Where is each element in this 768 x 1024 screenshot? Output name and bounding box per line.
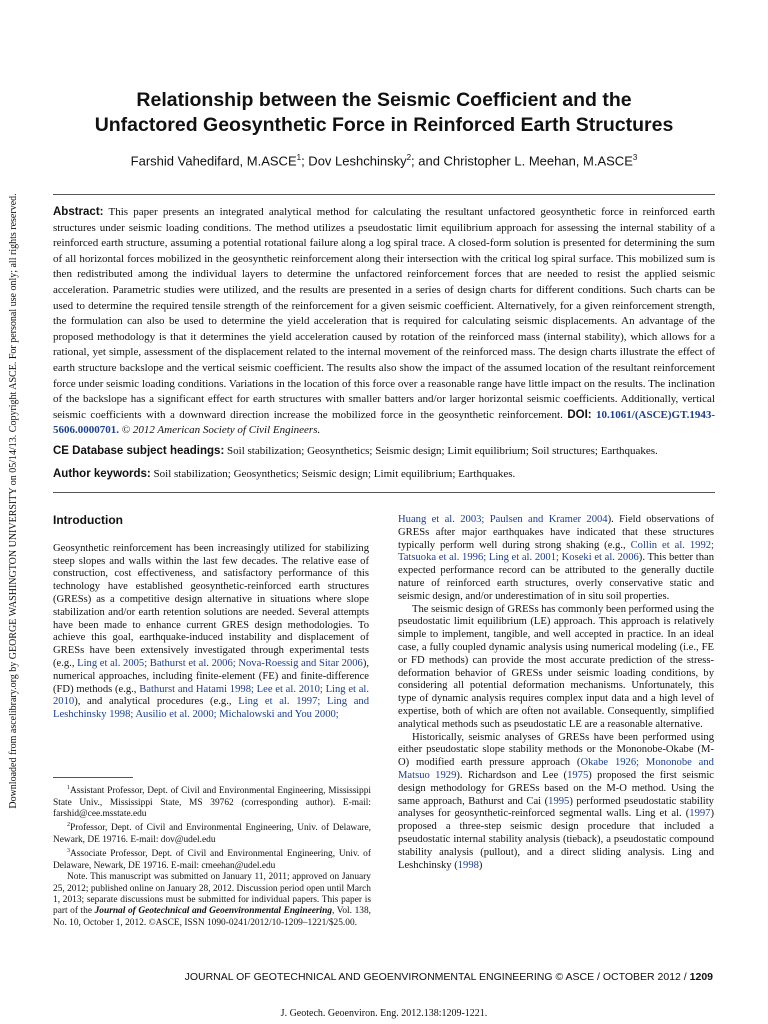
author-list — [60, 150, 708, 169]
left-column — [53, 514, 369, 722]
download-notice: Downloaded from ascelibrary.org by GEORGE WASHINGTON UNIVERSITY on 05/14/13. Copyright ASCE. For personal use only; all rights reserved. — [8, 193, 19, 809]
title-line-1: Relationship between the Seismic Coefficient and the — [136, 89, 632, 111]
ce-subject-headings — [53, 444, 715, 459]
author-keywords-label: Author keywords: — [53, 468, 151, 480]
author-2-affil: 2 — [406, 153, 412, 162]
right-text-3e: ) proposed a three-step seismic design procedure that included a pseudostatic internal stability analysis (tieback), a pseudostatic compound stability analysis (pullout), and a direct sliding analysis. Ling and Leshchinsky ( — [398, 808, 714, 871]
right-text-3c: ) proposed the first seismic design methodology for GRESs based on the M-O method. Using the same approach, Bathurst and Cai ( — [398, 769, 714, 807]
note-text-a: Note. This manuscript was submitted on January 11, 2011; approved on January 25, 2012; published online on January 28, 2012. Discussion period open until March 1, 2013; separate discussions must be submitted for individual papers. This paper is part of the — [53, 872, 371, 917]
footnote-rule — [53, 777, 133, 778]
citation-link[interactable]: 1975 — [567, 769, 589, 781]
author-keywords-text: Soil stabilization; Geosynthetics; Seismic design; Limit equilibrium; Earthquakes. — [153, 468, 516, 480]
footnote-2-number: 2 — [67, 822, 70, 829]
note-text-b: , Vol. 138, No. 10, October 1, 2012. ©ASCE, ISSN 1090-0241/2012/10-1209–1221/$25.00. — [53, 906, 371, 928]
doi-link[interactable]: 10.1061/(ASCE)GT.1943-5606.0000701. — [53, 408, 716, 437]
submission-note — [53, 872, 371, 929]
doi-label: DOI: — [567, 408, 592, 421]
author-3: ; and Christopher L. Meehan, M.ASCE — [411, 153, 633, 169]
abstract-text: This paper presents an integrated analytical method for calculating the resultant unfactored geosynthetic force in reinforced earth structures under seismic loading conditions. The method utilizes a pseudostatic limit equilibrium approach for assessing the internal stability of a reinforced earth structure, assuming a potential rotational failure along a log spiral trace. A closed-form solution is presented for determining the sum of all horizontal forces mobilized in the geosynthetic reinforcement along their intersection with the critical log spiral surface. This mobilized sum is then redistributed among the individual layers to determine the unfactored reinforcement forces that are needed to resist the applied seismic acceleration. Parametric studies were utilized, and the results are presented in a series of design charts for different conditions. Such charts can be used to determine the required tensile strength of the reinforcement for a given seismic coefficient. Alternatively, for a given reinforcement strength, the formulation can also be used to determine the yield acceleration that is required for calculating seismic displacements. An advantage of the proposed methodology is that it determines the yield acceleration caused by rotation of the reinforced mass (internal stability), which allows for a rational, yet simple, assessment of the displacement related to the internal movement of the reinforced mass. The design charts illustrate the effect of earth structure backslope and the vertical seismic coefficient. The results also show the impact of the assumed location of the resultant reinforcement force under seismic loading conditions. Variations in the location of this force over a reasonable range have little impact on the results. The inclination of the backslope has a significant effect for earth structures with smaller batters and/or larger horizontal seismic coefficients. Additionally, vertical seismic coefficients with a downward direction increase the mobilized force in the geosynthetic reinforcement. — [53, 206, 715, 421]
section-heading-introduction: Introduction — [53, 513, 123, 527]
footnote-3-number: 3 — [67, 848, 70, 855]
copyright: © 2012 American Society of Civil Engineers. — [121, 424, 321, 437]
citation-link[interactable]: Huang et al. 2003; Paulsen and Kramer 2004 — [398, 514, 608, 525]
author-2: ; Dov Leshchinsky — [301, 153, 407, 169]
right-paragraph-1 — [398, 514, 714, 604]
citation-link[interactable]: Ling et al. 1997; Ling and Leshchinsky 1998; Ausilio et al. 2000; Michalowski and You 2000; — [53, 696, 369, 721]
footer-journal: JOURNAL OF GEOTECHNICAL AND GEOENVIRONMENTAL ENGINEERING © ASCE / OCTOBER 2012 / — [184, 971, 690, 983]
author-3-affil: 3 — [632, 153, 638, 162]
right-text-3f: ) — [478, 859, 483, 871]
citation-link[interactable]: Collin et al. 1992; Tatsuoka et al. 1996; Ling et al. 2001; Koseki et al. 2006 — [398, 539, 714, 564]
right-paragraph-2: The seismic design of GRESs has commonly been performed using the pseudostatic limit equilibrium (LE) approach. This approach is relatively simple to implement, tangible, and well accepted in practice. In an ideal case, a fully coupled dynamic analysis using numerical modeling (i.e., FE or FD methods) can provide the most accurate prediction of the stress-deformation behavior of GRESs under seismic loading conditions, by considering all potential deformation mechanisms. Unfortunately, this type of dynamic analysis requires complex input data and a high level of expertise, both of which are often not available. Consequently, simplified analytical methods such as pseudostatic LE are a reasonable alternative. — [398, 603, 714, 730]
page-number: 1209 — [689, 971, 713, 983]
intro-text-a: Geosynthetic reinforcement has been increasingly utilized for stabilizing steep slopes and walls within the last few decades. The relative ease of construction, cost effectiveness, and satisfactory performance of this technology have established geosynthetic-reinforced earth structures (GRESs) as a competitive design alternative in situations where slope stabilization and/or earth retention solutions are needed. Several attempts have been made to enhance current GRES design methodologies. To achieve this goal, earthquake-induced instability and displacement of GRESs have been extensively investigated through experimental tests (e.g., — [53, 542, 369, 669]
right-text-2: ). This better than expected performance record can be attributed to the generally ductile nature of reinforced earth structures, overly conservative static and seismic design, and/or underestimation of in situ soil properties. — [398, 552, 714, 602]
right-paragraph-3 — [398, 732, 714, 873]
abstract — [53, 205, 715, 439]
right-text-3a: Historically, seismic analyses of GRESs have been performed using either pseudostatic slope stability methods or the Mononobe-Okabe (M-O) modified earth pressure approach ( — [398, 731, 714, 769]
footnote-1 — [53, 783, 371, 820]
abstract-label: Abstract: — [53, 206, 104, 218]
right-column — [398, 514, 714, 872]
footnote-2 — [53, 820, 371, 846]
paper-title — [60, 88, 708, 138]
footnote-2-text: Professor, Dept. of Civil and Environmental Engineering, Univ. of Delaware, Newark, DE 19716. E-mail: dov@udel.edu — [53, 823, 371, 845]
ce-headings-text: Soil stabilization; Geosynthetics; Seismic design; Limit equilibrium; Soil structures; Earthquakes. — [227, 445, 658, 457]
intro-text-b: ), numerical approaches, including finite-element (FE) and finite-difference (FD) methods (e.g., — [53, 657, 370, 695]
citation-link[interactable]: 1998 — [457, 859, 479, 871]
footnote-3 — [53, 846, 371, 872]
citation-link[interactable]: Ling et al. 2005; Bathurst et al. 2006; Nova-Roessig and Sitar 2006 — [77, 657, 363, 669]
citation-link[interactable]: Bathurst and Hatami 1998; Lee et al. 2010; Ling et al. 2010 — [53, 683, 369, 708]
right-text-1: ). Field observations of GRESs after major earthquakes have indicated that these structures typically perform well during strong shaking (e.g., — [398, 514, 714, 551]
author-1: Farshid Vahedifard, M.ASCE — [130, 153, 297, 169]
right-text-3b: ). Richardson and Lee ( — [456, 769, 568, 781]
author-1-affil: 1 — [296, 153, 302, 162]
divider-top — [53, 194, 715, 195]
intro-text-c: ), and analytical procedures (e.g., — [74, 696, 239, 708]
citation-link[interactable]: Okabe 1926; Mononobe and Matsuo 1929 — [398, 757, 714, 781]
divider-bottom — [53, 492, 715, 493]
citation-link[interactable]: 1995 — [548, 795, 570, 807]
bottom-citation: J. Geotech. Geoenviron. Eng. 2012.138:1209-1221. — [280, 1008, 488, 1019]
title-line-2: Unfactored Geosynthetic Force in Reinforced Earth Structures — [94, 114, 674, 136]
ce-headings-label: CE Database subject headings: — [53, 445, 225, 457]
citation-link[interactable]: 1997 — [689, 808, 711, 820]
journal-footer — [53, 971, 713, 983]
footnote-1-number: 1 — [67, 785, 70, 791]
footnote-3-text: Associate Professor, Dept. of Civil and Environmental Engineering, Univ. of Delaware, Newark, DE 19716. E-mail: cmeehan@udel.edu — [53, 849, 371, 871]
right-text-3d: ) performed pseudostatic stability analyses for geosynthetic-reinforced segmental walls. Ling et al. ( — [398, 795, 714, 820]
journal-name: Journal of Geotechnical and Geoenvironmental Engineering — [94, 906, 333, 917]
footnotes — [53, 783, 371, 929]
author-keywords — [53, 467, 715, 482]
footnote-1-text: Assistant Professor, Dept. of Civil and Environmental Engineering, Mississippi State Univ., Mississippi State, MS 39762 (corresponding author). E-mail: farshid@cee.msstate.edu — [53, 786, 371, 819]
intro-paragraph-1 — [53, 543, 369, 722]
